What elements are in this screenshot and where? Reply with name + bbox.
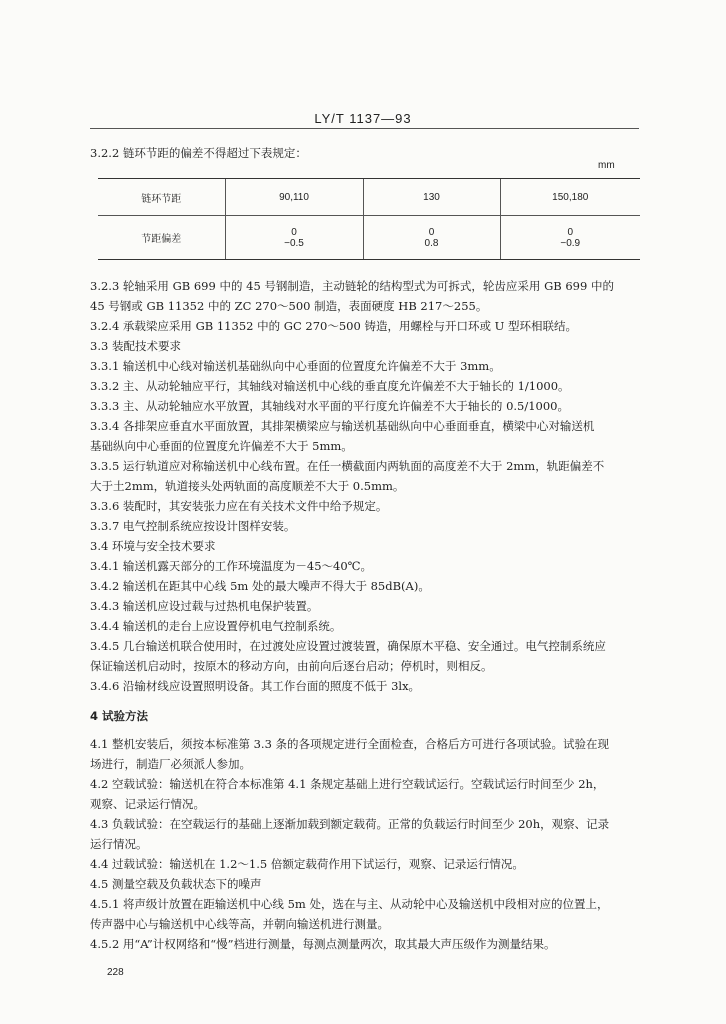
paragraph-line: 观察、记录运行情况。 bbox=[90, 797, 205, 811]
table-cell-label: 链环节距 bbox=[98, 179, 225, 216]
paragraph-line: 4.5.2 用“A”计权网络和“慢”档进行测量，每测点测量两次，取其最大声压级作为测量结果。 bbox=[90, 937, 556, 951]
paragraph-line: 基础纵向中心垂面的位置度允许偏差不大于 5mm。 bbox=[90, 439, 353, 453]
table-cell bbox=[500, 216, 640, 260]
paragraph-line: 4.2 空载试验：输送机在符合本标准第 4.1 条规定基础上进行空载试运行。空载试运行时间至少 2h， bbox=[90, 777, 605, 791]
paragraph-line: 3.4 环境与安全技术要求 bbox=[90, 539, 216, 553]
paragraph-line: 3.3.2 主、从动轮轴应平行，其轴线对输送机中心线的垂直度允许偏差不大于轴长的 1/1000。 bbox=[90, 379, 570, 393]
cell-value: 0 bbox=[567, 226, 574, 238]
paragraph-line: 3.4.4 输送机的走台上应设置停机电气控制系统。 bbox=[90, 619, 342, 633]
paragraph-line: 3.4.2 输送机在距其中心线 5m 处的最大噪声不得大于 85dB(A)。 bbox=[90, 579, 430, 593]
cell-value: 0.8 bbox=[424, 237, 439, 249]
paragraph-line: 3.3.6 装配时，其安装张力应在有关技术文件中给予规定。 bbox=[90, 499, 388, 513]
pitch-deviation-table bbox=[98, 178, 640, 260]
paragraph-line: 3.3.3 主、从动轮轴应水平放置，其轴线对水平面的平行度允许偏差不大于轴长的 0.5/1000。 bbox=[90, 399, 569, 413]
header-rule bbox=[90, 128, 639, 129]
paragraph-line: 4.1 整机安装后，须按本标准第 3.3 条的各项规定进行全面检查，合格后方可进行各项试验。试验在现 bbox=[90, 737, 610, 751]
paragraph-line: 3.2.3 轮轴采用 GB 699 中的 45 号钢制造，主动链轮的结构型式为可拆式，轮齿应采用 GB 699 中的 bbox=[90, 279, 614, 293]
cell-value: 0 bbox=[428, 226, 435, 238]
table-cell: 130 bbox=[363, 179, 500, 216]
paragraph-line: 3.4.1 输送机露天部分的工作环境温度为－45～40℃。 bbox=[90, 559, 373, 573]
paragraph-line: 场进行，制造厂必须派人参加。 bbox=[90, 757, 251, 771]
paragraph-line: 大于土2mm，轨道接头处两轨面的高度顺差不大于 0.5mm。 bbox=[90, 479, 405, 493]
page-number: 228 bbox=[107, 967, 124, 978]
cell-value: −0.9 bbox=[560, 237, 581, 249]
paragraph-line: 保证输送机启动时，按原木的移动方向，由前向后逐台启动；停机时，则相反。 bbox=[90, 659, 493, 673]
table-row bbox=[98, 216, 640, 260]
table-cell bbox=[225, 216, 363, 260]
paragraph-line: 4.5 测量空载及负载状态下的噪声 bbox=[90, 877, 262, 891]
paragraph-line: 传声器中心与输送机中心线等高，并朝向输送机进行测量。 bbox=[90, 917, 389, 931]
section-4-title: 4 试验方法 bbox=[90, 709, 149, 723]
table-cell-label: 节距偏差 bbox=[98, 216, 225, 260]
paragraph-line: 运行情况。 bbox=[90, 837, 148, 851]
paragraph-line: 3.3.4 各排架应垂直水平面放置，其排架横梁应与输送机基础纵向中心垂面垂直，横梁中心对输送机 bbox=[90, 419, 595, 433]
paragraph-line: 3.4.6 沿输材线应设置照明设备。其工作台面的照度不低于 3lx。 bbox=[90, 679, 421, 693]
cell-value: −0.5 bbox=[284, 237, 304, 249]
table-cell bbox=[363, 216, 500, 260]
paragraph-line: 3.2.4 承载梁应采用 GB 11352 中的 GC 270～500 铸造，用螺栓与开口环或 U 型环相联结。 bbox=[90, 319, 577, 333]
paragraph-line: 3.4.5 几台输送机联合使用时，在过渡处应设置过渡装置，确保原木平稳、安全通过。电气控制系统应 bbox=[90, 639, 606, 653]
document-header: LY/T 1137—93 bbox=[314, 111, 412, 126]
paragraph-line: 3.4.3 输送机应设过载与过热机电保护装置。 bbox=[90, 599, 319, 613]
paragraph-line: 45 号钢或 GB 11352 中的 ZC 270～500 制造，表面硬度 HB 217～255。 bbox=[90, 299, 488, 313]
table-cell: 90,110 bbox=[225, 179, 363, 216]
cell-value: 0 bbox=[291, 226, 297, 238]
paragraph-line: 4.5.1 将声级计放置在距输送机中心线 5m 处，选在与主、从动轮中心及输送机中段相对应的位置上， bbox=[90, 897, 609, 911]
table-cell: 150,180 bbox=[500, 179, 640, 216]
table-unit: mm bbox=[598, 160, 615, 171]
clause-3-2-2: 3.2.2 链环节距的偏差不得超过下表规定： bbox=[90, 146, 307, 160]
paragraph-line: 3.3.5 运行轨道应对称输送机中心线布置。在任一横截面内两轨面的高度差不大于 2mm，轨距偏差不 bbox=[90, 459, 605, 473]
paragraph-line: 4.3 负载试验：在空载运行的基础上逐渐加载到额定载荷。正常的负载运行时间至少 20h，观察、记录 bbox=[90, 817, 610, 831]
paragraph-line: 3.3 装配技术要求 bbox=[90, 339, 181, 353]
paragraph-line: 3.3.7 电气控制系统应按设计图样安装。 bbox=[90, 519, 296, 533]
paragraph-line: 3.3.1 输送机中心线对输送机基础纵向中心垂面的位置度允许偏差不大于 3mm。 bbox=[90, 359, 501, 373]
paragraph-line: 4.4 过载试验：输送机在 1.2～1.5 倍额定载荷作用下试运行，观察、记录运行情况。 bbox=[90, 857, 524, 871]
table-row bbox=[98, 179, 640, 216]
